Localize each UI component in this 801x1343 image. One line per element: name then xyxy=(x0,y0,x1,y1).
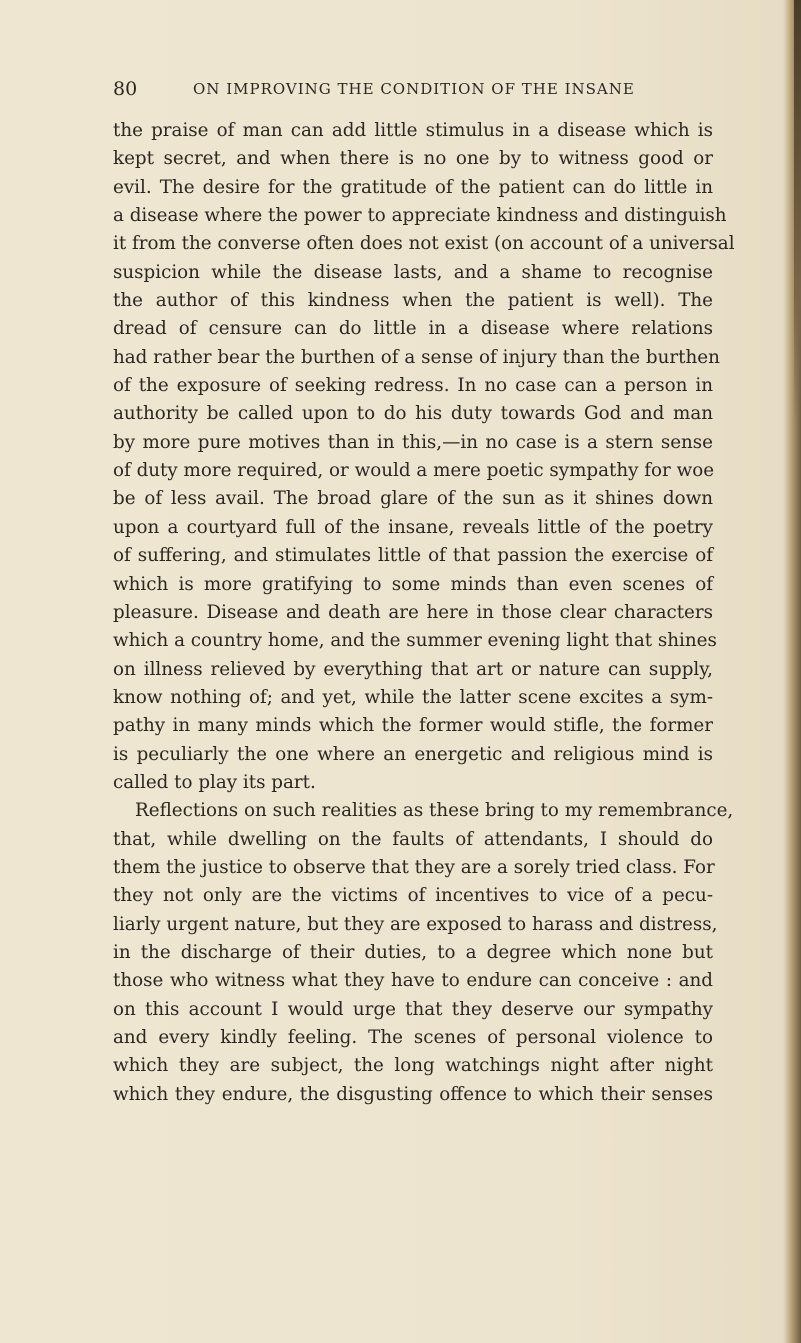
text-line: which a country home, and the summer evening light that shines xyxy=(113,630,717,652)
text-line: kept secret, and when there is no one by to witness good or xyxy=(113,148,713,170)
text-line: on illness relieved by everything that art or nature can supply, xyxy=(113,658,713,680)
text-line: in the discharge of their duties, to a degree which none but xyxy=(113,941,713,963)
text-line: it from the converse often does not exist (on account of a universal xyxy=(113,233,735,255)
text-line: and every kindly feeling. The scenes of personal violence to xyxy=(113,1027,713,1048)
text-line: of duty more required, or would a mere poetic sympathy for woe xyxy=(113,460,715,482)
text-line: which is more gratifying to some minds than even scenes of xyxy=(113,573,713,595)
text-line: they not only are the victims of incentives to vice of a pecu- xyxy=(113,885,713,907)
text-line: evil. The desire for the gratitude of the patient can do little in xyxy=(113,176,713,198)
paragraph-last-line: called to play its part. xyxy=(113,771,316,793)
text-line: which they are subject, the long watchings night after night xyxy=(113,1055,713,1077)
text-line: pleasure. Disease and death are here in those clear characters xyxy=(113,601,713,623)
text-line: upon a courtyard full of the insane, reveals little of the poetry xyxy=(113,516,713,538)
text-line: is peculiarly the one where an energetic and religious mind is xyxy=(113,743,713,765)
text-line: that, while dwelling on the faults of attendants, I should do xyxy=(113,828,713,850)
text-line: had rather bear the burthen of a sense of injury than the burthen xyxy=(113,346,720,368)
running-title: ON IMPROVING THE CONDITION OF THE INSANE xyxy=(193,80,635,98)
text-line: which they endure, the disgusting offence to which their senses xyxy=(113,1083,713,1105)
text-line: pathy in many minds which the former would stifle, the former xyxy=(113,715,713,737)
text-line: suspicion while the disease lasts, and a shame to recognise xyxy=(113,261,713,283)
text-line: a disease where the power to appreciate kindness and distinguish xyxy=(113,205,727,227)
text-line: dread of censure can do little in a disease where relations xyxy=(113,318,713,340)
text-line: those who witness what they have to endure can conceive : and xyxy=(113,970,713,992)
page-edge-shadow xyxy=(783,0,801,1343)
text-line: of the exposure of seeking redress. In no case can a person in xyxy=(113,375,713,397)
text-line: on this account I would urge that they deserve our sympathy xyxy=(113,998,713,1020)
paragraph-first-line: Reflections on such realities as these bring to my remembrance, xyxy=(135,800,734,822)
text-line: be of less avail. The broad glare of the sun as it shines down xyxy=(113,488,713,510)
text-line: the praise of man can add little stimulus in a disease which is xyxy=(113,120,713,141)
page-number: 80 xyxy=(113,78,138,100)
text-line: by more pure motives than in this,—in no case is a stern sense xyxy=(113,431,713,453)
body-text xyxy=(113,117,735,1109)
text-line: know nothing of; and yet, while the latter scene excites a sym- xyxy=(113,686,713,708)
page-header xyxy=(113,78,693,100)
text-line: authority be called upon to do his duty towards God and man xyxy=(113,403,713,425)
text-line: the author of this kindness when the patient is well). The xyxy=(113,290,713,312)
text-line: liarly urgent nature, but they are exposed to harass and distress, xyxy=(113,913,718,935)
text-line: them the justice to observe that they are a sorely tried class. For xyxy=(113,856,715,878)
text-line: of suffering, and stimulates little of that passion the exercise of xyxy=(113,545,713,567)
